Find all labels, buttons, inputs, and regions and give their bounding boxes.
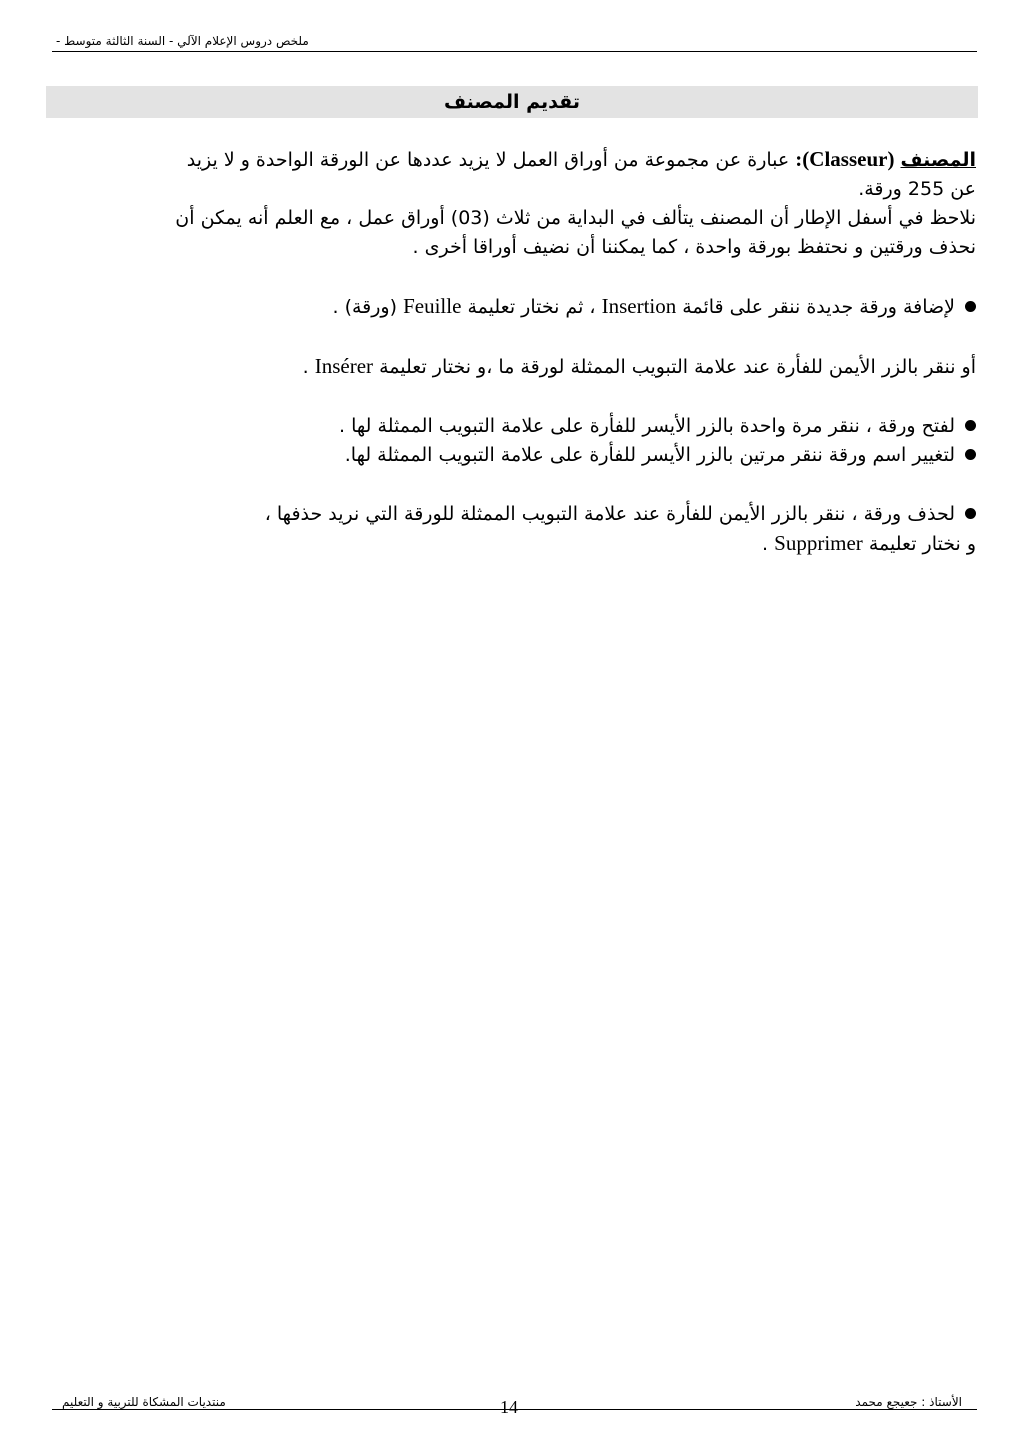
running-header: ملخص دروس الإعلام الآلي - السنة الثالثة متوسط - — [56, 34, 309, 48]
open-sheet-item — [48, 412, 976, 441]
or-line-part1: أو ننقر بالزر الأيمن للفأرة عند علامة التبويب الممثلة لورقة ما ،و نختار تعليمة — [379, 356, 976, 378]
bullet-icon — [965, 449, 976, 460]
delete-sheet-line2 — [48, 529, 976, 559]
definition-text: عبارة عن مجموعة من أوراق العمل لا يزيد عددها عن الورقة الواحدة و لا يزيد — [186, 149, 790, 171]
definition-colon: : — [795, 147, 803, 171]
add-sheet-part2: ، ثم نختار تعليمة — [467, 296, 596, 318]
add-sheet-part1: لإضافة ورقة جديدة ننقر على قائمة — [682, 296, 955, 318]
inserer-command-label: Insérer — [314, 354, 374, 378]
add-sheet-text — [333, 292, 956, 322]
bullet-icon — [965, 301, 976, 312]
bullet-icon — [965, 508, 976, 519]
footer-forum-name: منتديات المشكاة للتربية و التعليم — [62, 1395, 226, 1409]
rename-sheet-text: لتغيير اسم ورقة ننقر مرتين بالزر الأيسر للفأرة على علامة التبويب الممثلة لها. — [344, 444, 955, 466]
note-line2: نحذف ورقتين و نحتفظ بورقة واحدة ، كما يمكننا أن نضيف أوراقا أخرى . — [412, 236, 976, 258]
definition-paragraph — [48, 145, 976, 175]
delete-sheet-line1: لحذف ورقة ، ننقر بالزر الأيمن للفأرة عند علامة التبويب الممثلة للورقة التي نريد حذفها ، — [264, 503, 955, 525]
delete-sheet-item — [48, 500, 976, 529]
definition-term: المصنف — [900, 149, 976, 171]
page-number: 14 — [500, 1397, 518, 1417]
section-title: تقديم المصنف — [444, 91, 580, 113]
delete-sheet-part1: و نختار تعليمة — [868, 533, 976, 555]
add-sheet-item — [48, 292, 976, 322]
insertion-menu-label: Insertion — [601, 294, 677, 318]
footer-author: الأستاذ : جعيجع محمد — [855, 1395, 962, 1409]
definition-latin: (Classeur) — [802, 147, 895, 171]
or-line-part2: . — [302, 356, 309, 378]
bullet-icon — [965, 420, 976, 431]
definition-line2: عن 255 ورقة. — [858, 178, 976, 200]
open-sheet-text: لفتح ورقة ، ننقر مرة واحدة بالزر الأيسر للفأرة على علامة التبويب الممثلة لها . — [339, 415, 955, 437]
rename-sheet-item — [48, 441, 976, 470]
add-sheet-part3: (ورقة) . — [332, 296, 398, 318]
delete-sheet-part2: . — [762, 533, 769, 555]
section-title-bar — [46, 86, 978, 118]
feuille-command-label: Feuille — [403, 294, 462, 318]
or-line — [48, 352, 976, 382]
document-body — [48, 145, 976, 559]
note-line1: نلاحظ في أسفل الإطار أن المصنف يتألف في البداية من ثلاث (03) أوراق عمل ، مع العلم أنه يمكن أن — [175, 207, 976, 229]
supprimer-command-label: Supprimer — [774, 531, 863, 555]
